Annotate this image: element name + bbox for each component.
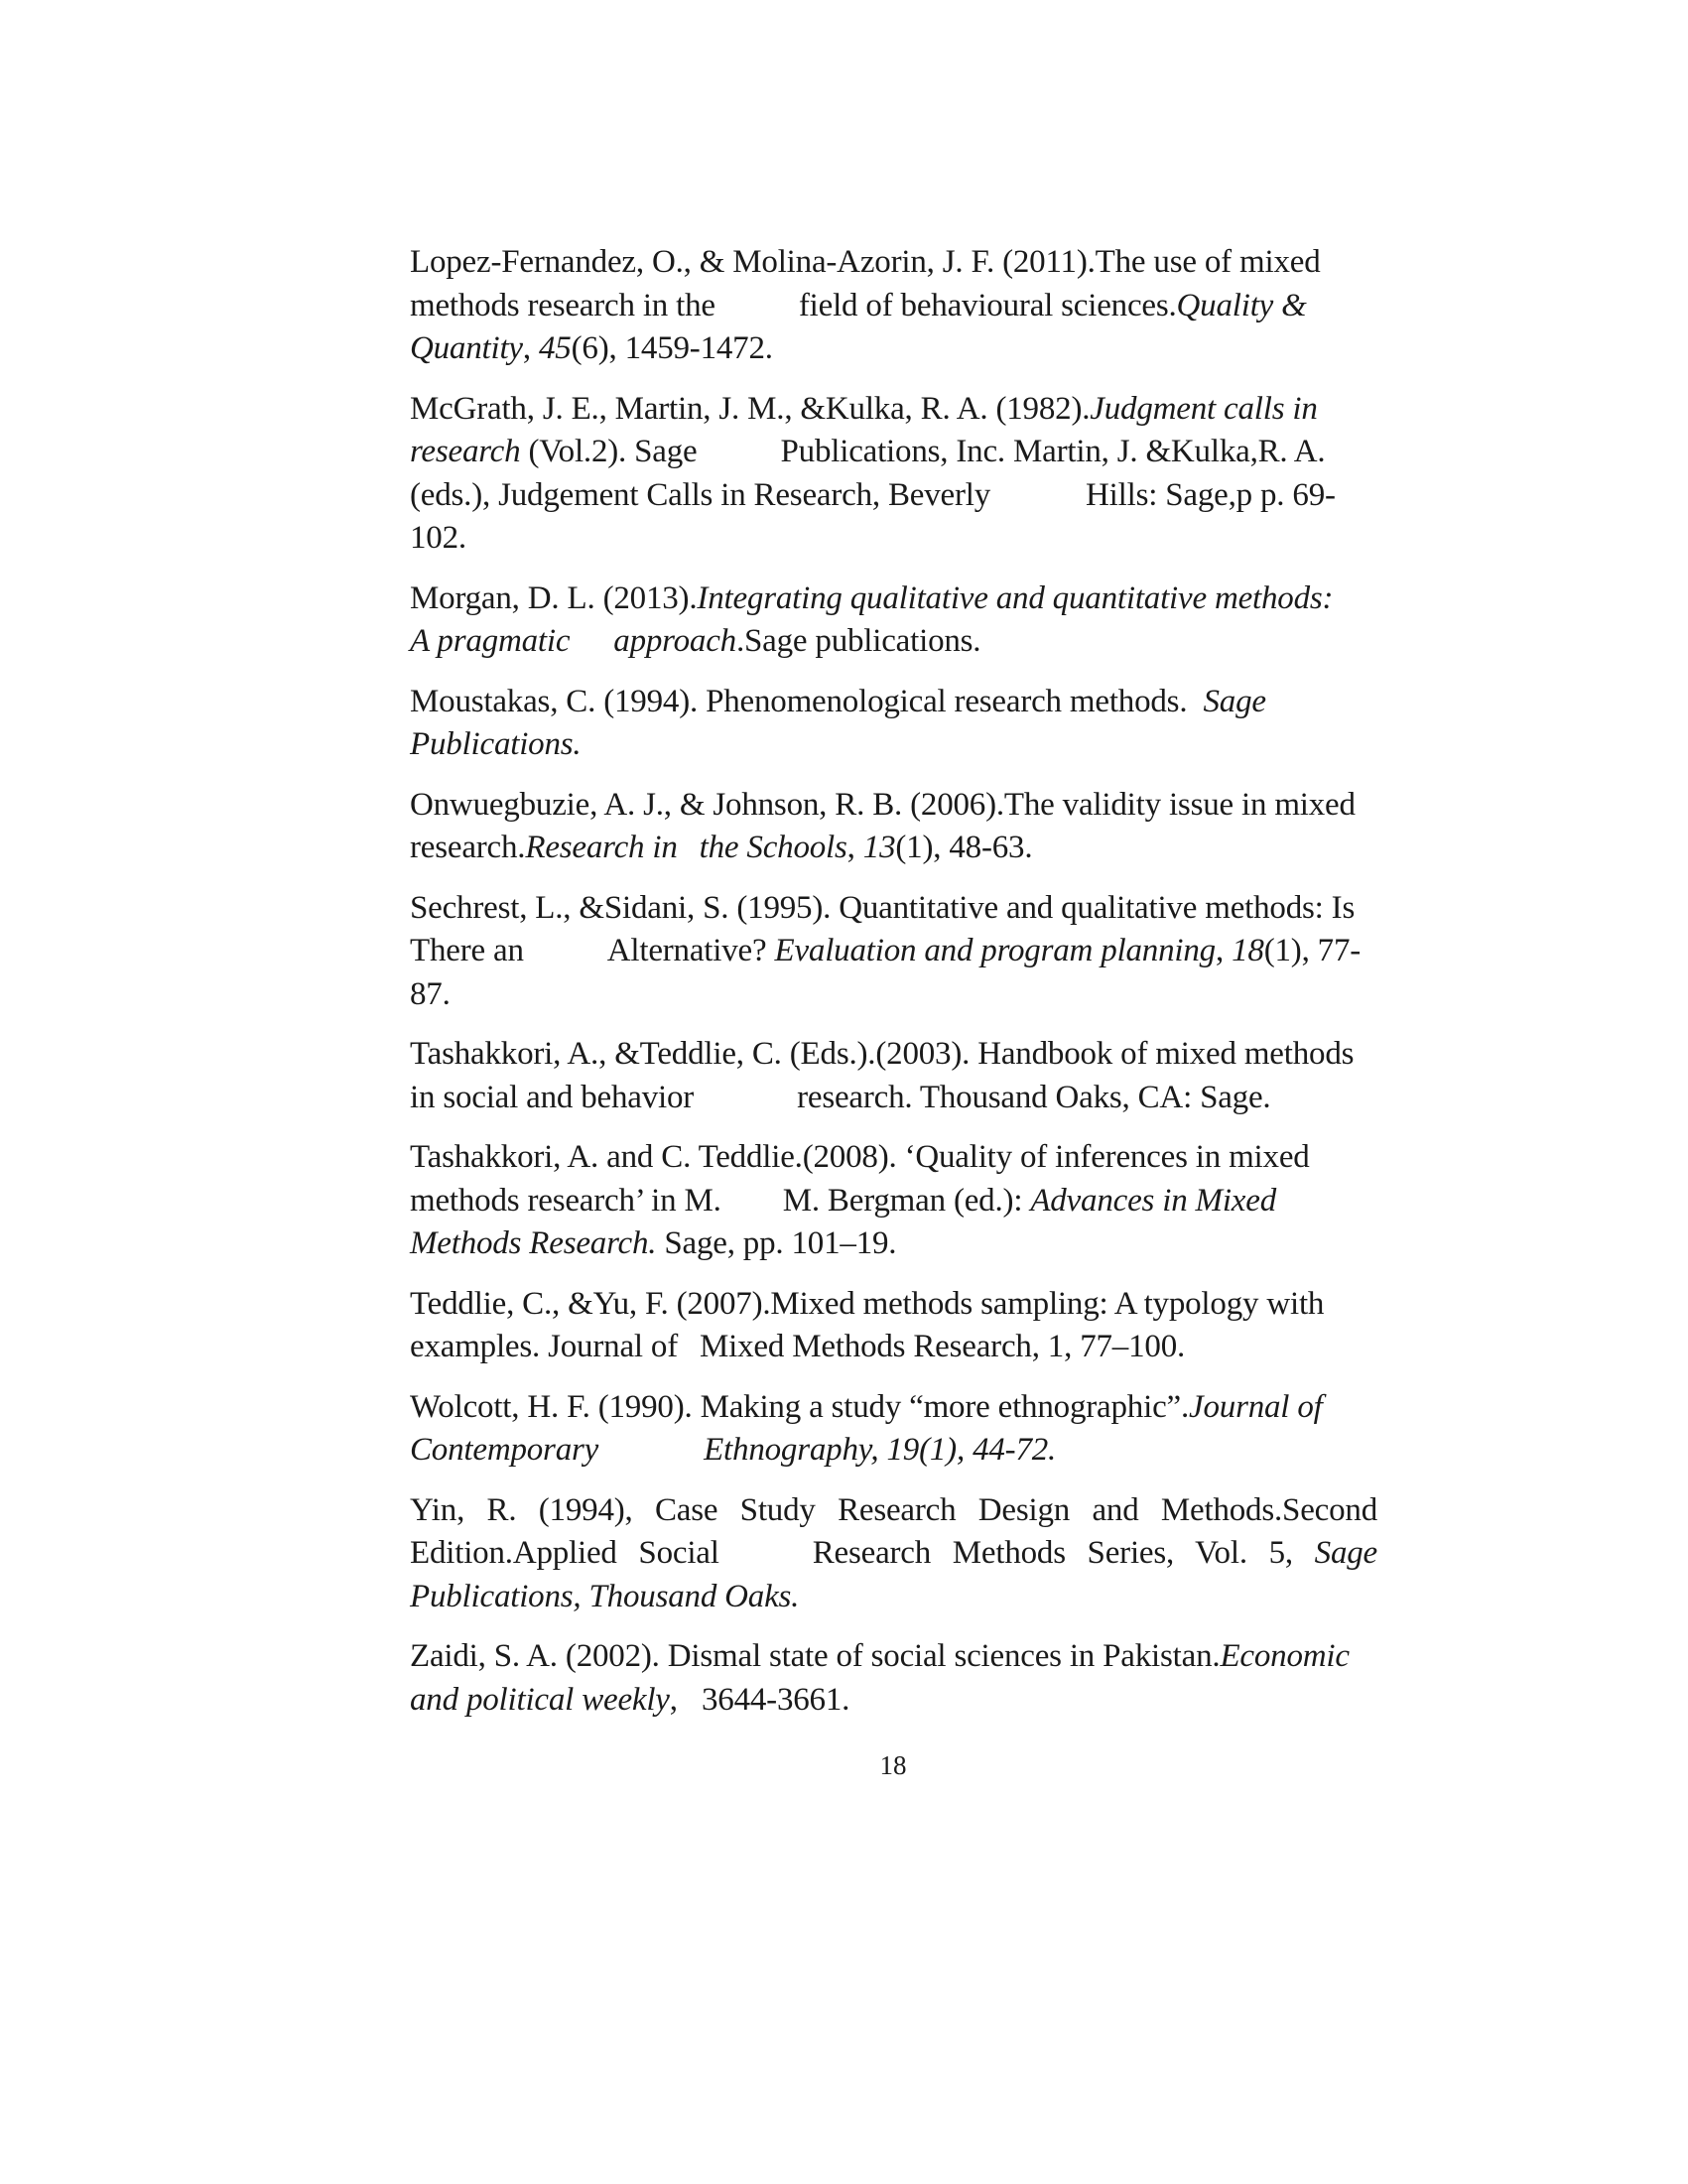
text-run: , 3644-3661. [669, 1681, 850, 1718]
text-run: Tashakkori, A., &Teddlie, C. (Eds.).(2003). Handbook of mixed methods [410, 1036, 1355, 1072]
reference-line [410, 784, 1377, 828]
italic-text: Sage [1203, 683, 1266, 719]
reference-line [410, 388, 1377, 432]
italic-text: Ethnography, 19(1), 44-72. [704, 1432, 1057, 1468]
text-run: Hills: Sage,p p. 69- [1086, 476, 1336, 513]
text-run: McGrath, J. E., Martin, J. M., &Kulka, R. A. (1982). [410, 390, 1091, 427]
italic-text: Journal of [1189, 1388, 1323, 1425]
reference-entry [410, 388, 1377, 561]
reference-line [410, 973, 1377, 1017]
text-run: methods research’ in M. [410, 1182, 721, 1219]
text-run: Yin, R. (1994), Case Study Research Design and Methods.Second [410, 1491, 1377, 1528]
text-run: Research Methods Series, Vol. 5, [812, 1535, 1315, 1571]
reference-entry [410, 887, 1377, 1017]
reference-entry [410, 1136, 1377, 1266]
italic-text: Contemporary [410, 1432, 599, 1468]
text-run: M. Bergman (ed.): [782, 1182, 1031, 1219]
reference-list [410, 241, 1377, 1738]
reference-line [410, 578, 1377, 621]
text-run: 102. [410, 520, 466, 556]
reference-line [410, 1033, 1377, 1077]
reference-line [410, 1429, 1377, 1473]
reference-line [410, 1077, 1377, 1120]
reference-entry [410, 1386, 1377, 1473]
text-run: Lopez-Fernandez, O., & Molina-Azorin, J. F. (2011).The use of mixed [410, 244, 1321, 280]
italic-text: Integrating qualitative and quantitative methods: [697, 579, 1334, 616]
text-run: research. Thousand Oaks, CA: Sage. [797, 1079, 1271, 1115]
italic-text: A pragmatic [410, 623, 571, 659]
reference-line [410, 827, 1377, 870]
reference-line [410, 930, 1377, 973]
italic-text: Publications. [410, 726, 582, 762]
text-run: Onwuegbuzie, A. J., & Johnson, R. B. (2006).The validity issue in mixed [410, 786, 1356, 823]
text-run: Sage, pp. 101–19. [656, 1225, 897, 1261]
reference-entry [410, 784, 1377, 870]
text-run: examples. Journal of [410, 1329, 679, 1364]
text-run: Teddlie, C., &Yu, F. (2007).Mixed methods sampling: A typology with [410, 1285, 1325, 1322]
text-run: Moustakas, C. (1994). Phenomenological research methods. [410, 683, 1204, 719]
italic-text: Sage [1314, 1535, 1377, 1571]
text-run: Sechrest, L., &Sidani, S. (1995). Quantitative and qualitative methods: Is [410, 889, 1356, 926]
text-run: , [522, 330, 539, 366]
text-run: (eds.), Judgement Calls in Research, Beverly [410, 476, 991, 513]
text-run: Publications, Inc. Martin, J. &Kulka,R. A. [780, 434, 1326, 469]
text-run: Edition.Applied Social [410, 1535, 719, 1571]
reference-entry [410, 578, 1377, 664]
reference-line [410, 517, 1377, 561]
italic-text: Quality & [1176, 287, 1307, 323]
text-run: Alternative? [606, 933, 775, 968]
reference-line [410, 723, 1377, 767]
reference-line [410, 620, 1377, 664]
italic-text: Quantity [410, 330, 523, 366]
italic-text: 45 [539, 330, 572, 366]
reference-line [410, 887, 1377, 931]
text-run: 87. [410, 975, 451, 1012]
italic-text: Methods Research. [410, 1225, 657, 1261]
italic-text: and political weekly [410, 1681, 670, 1718]
reference-line [410, 285, 1377, 328]
italic-text: Advances in Mixed [1030, 1182, 1277, 1219]
text-run: in social and behavior [410, 1079, 695, 1115]
italic-text: Publications, Thousand Oaks. [410, 1578, 800, 1614]
reference-line [410, 1136, 1377, 1180]
reference-line [410, 1283, 1377, 1327]
reference-line [410, 1386, 1377, 1430]
italic-text: Research in [525, 830, 678, 865]
reference-line [410, 1679, 1377, 1723]
italic-text: Evaluation and program planning [774, 933, 1216, 968]
text-run: Tashakkori, A. and C. Teddlie.(2008). ‘Quality of inferences in mixed [410, 1139, 1310, 1175]
text-run: methods research in the [410, 287, 715, 323]
text-run: Mixed Methods Research, 1, 77–100. [700, 1329, 1186, 1364]
reference-line [410, 327, 1377, 371]
reference-line [410, 1222, 1377, 1266]
text-run: (1), 48-63. [895, 830, 1033, 865]
text-run: (Vol.2). Sage [520, 434, 698, 469]
reference-line [410, 1489, 1377, 1533]
reference-entry [410, 681, 1377, 767]
text-run: , [846, 830, 863, 865]
reference-line [410, 681, 1377, 724]
reference-entry [410, 1033, 1377, 1119]
italic-text: research [410, 434, 521, 469]
italic-text: 13 [862, 830, 896, 865]
text-run: Morgan, D. L. (2013). [410, 579, 698, 616]
reference-line [410, 241, 1377, 285]
reference-line [410, 474, 1377, 518]
text-run: (1), 77- [1263, 933, 1362, 968]
reference-line [410, 1180, 1377, 1223]
reference-entry [410, 241, 1377, 371]
reference-entry [410, 1283, 1377, 1369]
text-run: There an [410, 933, 524, 968]
text-run: Wolcott, H. F. (1990). Making a study “more ethnographic”. [410, 1388, 1190, 1425]
text-run: (6), 1459-1472. [571, 330, 773, 366]
reference-line [410, 431, 1377, 474]
text-run: Zaidi, S. A. (2002). Dismal state of social sciences in Pakistan. [410, 1638, 1221, 1674]
text-run: .Sage publications. [735, 623, 981, 659]
text-run: , [1215, 933, 1233, 968]
page-number: 18 [879, 1750, 907, 1780]
reference-line [410, 1635, 1377, 1679]
reference-line [410, 1532, 1377, 1576]
italic-text: approach [613, 623, 736, 659]
reference-entry [410, 1489, 1377, 1619]
italic-text: Economic [1220, 1638, 1350, 1674]
reference-entry [410, 1635, 1377, 1722]
italic-text: Judgment calls in [1090, 390, 1318, 427]
text-run: research. [410, 830, 526, 865]
text-run: field of behavioural sciences. [798, 287, 1177, 323]
italic-text: 18 [1232, 933, 1264, 968]
italic-text: the Schools [699, 830, 847, 865]
reference-line [410, 1326, 1377, 1369]
reference-line [410, 1576, 1377, 1619]
